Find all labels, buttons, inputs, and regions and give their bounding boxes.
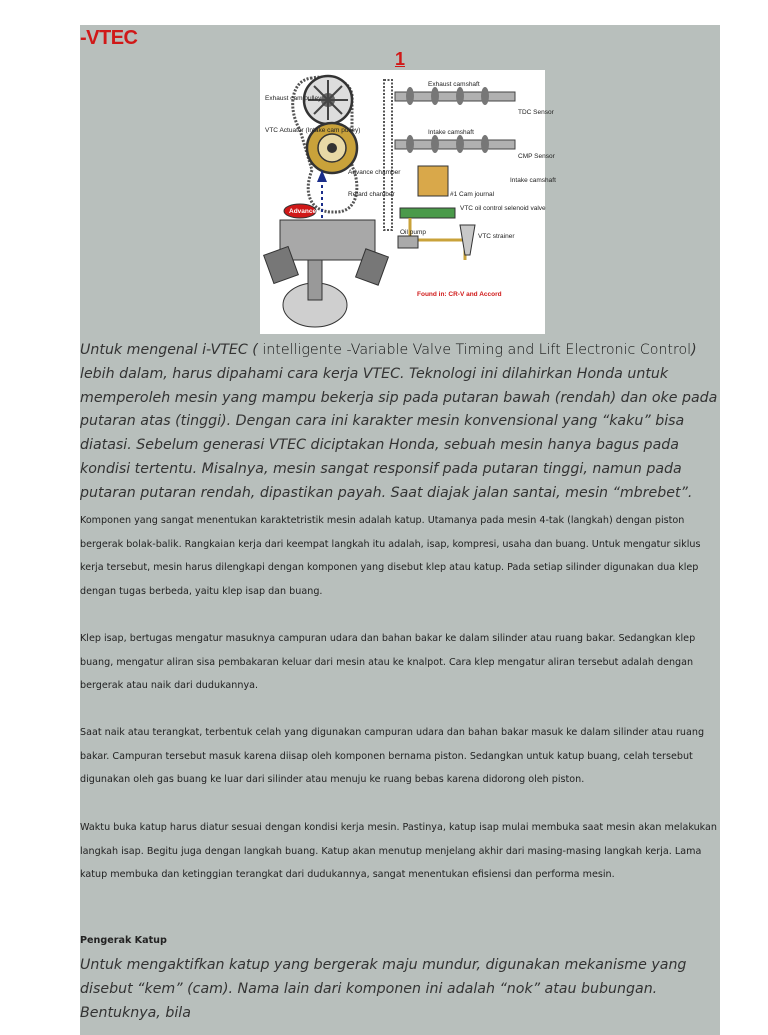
label-tdc-sensor: TDC Sensor [518,109,554,116]
page-number: 1 [394,49,405,69]
connecting-rod-shape [308,260,322,300]
label-intake-camshaft: Intake camshaft [428,129,474,136]
label-oil-pump: Oil pump [400,229,427,236]
paragraph-untuk-mengaktifkan: Untuk mengaktifkan katup yang bergerak maju mundur, digunakan mekanisme yang disebut “kem” (cam). Nama lain dari komponen ini adalah “nok” atau bubungan. Bentuknya, bila [80,957,687,1021]
cylinder-head-shape [280,220,375,260]
paragraph-klep-isap: Klep isap, bertugas mengatur masuknya campuran udara dan bahan bakar ke dalam silinder atau ruang bakar. Sedangkan klep buang, mengatur aliran sisa pembakaran keluar dari mesin atau ke knalpot. Cara klep mengatur aliran tersebut adalah dengan bergerak atau naik dari dudukannya. [80,633,696,691]
label-vtc-strainer: VTC strainer [478,233,515,240]
document-page [80,25,720,1035]
vtec-diagram [260,70,556,334]
label-advance-chamber: Advance chamber [348,169,401,176]
label-found-in: Found in: CR-V and Accord [417,291,502,298]
intro-paragraph [80,339,720,506]
label-cam-journal: #1 Cam journal [450,191,495,198]
label-exhaust-cam-pulley: Exhaust cam pulley [265,95,322,102]
vtc-actuator-hub [327,143,337,153]
paragraph-komponen: Komponen yang sangat menentukan karaktetristik mesin adalah katup. Utamanya pada mesin 4-tak (langkah) dengan piston bergerak bolak-balik. Rangkaian kerja dari keempat langkah itu adalah, isap, kompresi, usaha dan buang. Untuk mengatur siklus kerja tersebut, mesin harus dilengkapi dengan komponen yang disebut klep atau katup. Pada setiap silinder digunakan dua klep dengan tugas berbeda, yaitu klep isap dan buang. [80,515,701,597]
intro-part-1: Untuk mengenal i-VTEC ( [80,342,263,358]
oil-control-valve-shape [400,208,455,218]
label-exhaust-camshaft: Exhaust camshaft [428,81,480,88]
paragraph-saat-naik: Saat naik atau terangkat, terbentuk celah yang digunakan campuran udara dan bahan bakar masuk ke dalam silinder atau ruang bakar. Campuran tersebut masuk karena diisap oleh komponen bernama piston. Sedangkan untuk katup buang, celah tersebut digunakan oleh gas buang ke luar dari silinder atau menuju ke ruang bebas karena didorong oleh piston. [80,727,705,785]
intro-acronym-expansion: intelligente -Variable Valve Timing and Lift Electronic Control [262,342,692,358]
label-vtc-oil-control: VTC oil control selenoid valve [460,205,546,212]
camshaft-chain [384,80,392,230]
label-retard-chamber: Retard chamber [348,191,395,198]
section-heading-pengerak-katup: Pengerak Katup [80,935,167,946]
label-vtc-actuator: VTC Actuator (Intake cam pulley) [265,127,361,134]
cam-journal-shape [418,166,448,196]
intro-part-3: ) lebih dalam, harus dipahami cara kerja VTEC. Teknologi ini dilahirkan Honda untuk memperoleh mesin yang mampu bekerja sip pada putaran bawah (rendah) dan oke pada putaran atas (tinggi). Dengan cara ini karakter mesin konvensional yang “kaku” bisa diatasi. Sebelum generasi VTEC diciptakan Honda, sebuah mesin hanya bagus pada kondisi tertentu. Misalnya, mesin sangat responsif pada putaran tinggi, namun pada putaran putaran rendah, dipastikan payah. Saat diajak jalan santai, mesin “mbrebet”. [80,342,718,501]
vtc-strainer-shape [460,225,475,255]
label-intake-camshaft-2: Intake camshaft [510,177,556,184]
paragraph-waktu-buka: Waktu buka katup harus diatur sesuai dengan kondisi kerja mesin. Pastinya, katup isap mulai membuka saat mesin akan melakukan langkah isap. Begitu juga dengan langkah buang. Katup akan menutup menjelang akhir dari masing-masing langkah kerja. Lama katup membuka dan ketinggian terangkat dari dudukannya, sangat menentukan efisiensi dan performa mesin. [80,822,718,880]
label-advance: Advance [289,208,317,215]
vtec-diagram-svg [260,70,556,334]
document-title: -VTEC [80,27,138,49]
oil-pump-shape [398,236,418,248]
label-cmp-sensor: CMP Sensor [518,153,555,160]
